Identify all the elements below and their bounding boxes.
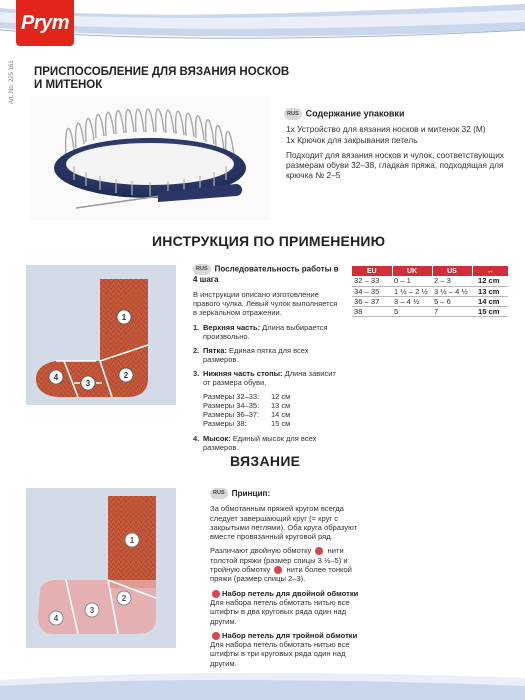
- table-row: [352, 286, 508, 296]
- contents-note: Подходит для вязания носков и чулок, соответствующих размерам обуви 32–38, гладкая пряжа, подходящая для крючка № 2–5: [286, 149, 505, 181]
- step-title: Верхняя часть:: [203, 323, 261, 332]
- prym-logo: Prym: [16, 0, 74, 46]
- knitting-heading: [210, 488, 360, 499]
- table-cell: 1 ½ – 2 ½: [392, 286, 432, 296]
- double-wrap-title: Набор петель для двойной обмотки: [222, 588, 359, 598]
- wrap-text: Различают двойную обмотку: [210, 546, 314, 556]
- diagram2-label-1: 1: [129, 536, 135, 545]
- table-row: [352, 306, 508, 316]
- table-cell: 0 – 1: [392, 276, 432, 286]
- step-title: Нижняя часть стопы:: [203, 369, 283, 378]
- size-label: Размеры 34–35:: [203, 401, 260, 410]
- size-value: 12 см: [271, 392, 291, 401]
- table-cell: 32 – 33: [352, 276, 392, 286]
- diagram-label-4: 4: [53, 373, 59, 382]
- triple-wrap-text: Для набора петель обмотать нитью все штифты в три круговых ряда один над другим.: [210, 640, 350, 668]
- table-cell: 3 – 4 ½: [392, 296, 432, 306]
- table-cell: 34 – 35: [352, 286, 392, 296]
- instructions-heading: [193, 264, 343, 284]
- size-value: 13 см: [271, 401, 291, 410]
- package-contents: [284, 108, 509, 186]
- instructions-text: [193, 264, 343, 457]
- diagram2-label-4: 4: [53, 614, 59, 623]
- wrap-types: [210, 546, 360, 583]
- step-item: [193, 434, 343, 452]
- size-row: [203, 392, 343, 401]
- double-wrap-icon: [212, 590, 220, 598]
- size-row: [203, 410, 343, 419]
- wrap-text: нити более тонкой пряжи (размер спицы 2–3).: [210, 565, 352, 584]
- table-cell: 5 – 6: [432, 296, 472, 306]
- step-text: Единая пятка для всех размеров.: [203, 346, 309, 364]
- table-cell: 3 ½ – 4 ½: [432, 286, 472, 296]
- contents-item: 1х Крючок для закрывания петель: [286, 134, 418, 145]
- knitting-text: [210, 488, 360, 673]
- triple-wrap-title: Набор петель для тройной обмотки: [222, 630, 358, 640]
- table-cell: 38: [352, 306, 392, 316]
- article-number: Art. No. 225 161: [9, 60, 15, 104]
- step-number: 1.: [193, 323, 200, 332]
- table-cell: 7: [432, 306, 472, 316]
- step-item: [193, 369, 343, 387]
- table-cell: 13 cm: [472, 286, 508, 296]
- step-number: 4.: [193, 434, 200, 443]
- step-text: Длина зависит от размера обуви.: [203, 369, 336, 387]
- foot-length-sizes: [203, 392, 343, 428]
- step-text: Единый мысок для всех размеров.: [203, 434, 317, 452]
- step-number: 3.: [193, 369, 200, 378]
- step-title: Пятка:: [203, 346, 227, 355]
- step-text: Длина выбирается произвольно.: [203, 323, 328, 341]
- contents-heading: [284, 108, 509, 120]
- step-title: Мысок:: [203, 434, 231, 443]
- table-cell: 12 cm: [472, 276, 508, 286]
- triple-wrap-icon: [274, 566, 282, 574]
- instructions-intro: В инструкции описано изготовление правого чулка. Левый чулок выполняется в зеркальном отражении.: [193, 290, 338, 317]
- double-wrap-icon: [315, 547, 323, 555]
- header-uk: UK: [392, 266, 432, 276]
- knitting-heading-text: Принцип:: [231, 488, 271, 498]
- language-tag: RUS: [210, 488, 228, 499]
- language-tag: RUS: [284, 108, 302, 120]
- double-wrap-section: [210, 589, 360, 626]
- contents-list: [284, 124, 509, 145]
- contents-item: 1х Устройство для вязания носков и митенок 32 (M): [286, 124, 486, 135]
- table-row: [352, 276, 508, 286]
- step-item: [193, 346, 343, 364]
- language-tag: RUS: [193, 264, 211, 275]
- product-photo: [30, 96, 270, 220]
- diagram2-label-3: 3: [89, 606, 95, 615]
- header-us: US: [432, 266, 472, 276]
- size-label: Размеры 38:: [203, 419, 247, 428]
- footer-wave-band: [0, 666, 525, 700]
- header-eu: EU: [352, 266, 392, 276]
- size-row: [203, 401, 343, 410]
- table-cell: 5: [392, 306, 432, 316]
- contents-heading-text: Содержание упаковки: [305, 108, 405, 119]
- size-value: 15 см: [271, 419, 291, 428]
- table-cell: 15 cm: [472, 306, 508, 316]
- triple-wrap-icon: [212, 632, 220, 640]
- size-conversion-table: [352, 266, 508, 317]
- header-wave-band: [0, 0, 525, 48]
- table-cell: 14 cm: [472, 296, 508, 306]
- knitting-principle: За обмотанным пряжей кругом всегда следует завершающий круг (= круг с закрытыми петлями). Оба круга образуют вместе провязанный круговой ряд.: [210, 504, 358, 542]
- size-label: Размеры 32–33:: [203, 392, 260, 401]
- wrap-text: нити толстой пряжи (размер спицы 3 ½–5) и тройную обмотку: [210, 546, 348, 575]
- sock-sections-diagram: [26, 265, 176, 405]
- triple-wrap-section: [210, 631, 360, 668]
- product-title: ПРИСПОСОБЛЕНИЕ ДЛЯ ВЯЗАНИЯ НОСКОВ И МИТЕНОК: [34, 66, 290, 91]
- length-arrow-icon: ↔: [472, 266, 508, 276]
- size-row: [203, 419, 343, 428]
- diagram-label-3: 3: [85, 379, 91, 388]
- table-header-row: [352, 266, 508, 276]
- diagram-label-1: 1: [121, 313, 127, 322]
- instructions-title: ИНСТРУКЦИЯ ПО ПРИМЕНЕНИЮ: [152, 233, 386, 249]
- instructions-heading-text: Последовательность работы в 4 шага: [193, 264, 339, 284]
- sock-knitting-diagram: [26, 488, 176, 648]
- table-row: [352, 296, 508, 306]
- table-cell: 36 – 37: [352, 296, 392, 306]
- size-label: Размеры 36–37:: [203, 410, 260, 419]
- diagram2-label-2: 2: [121, 594, 127, 603]
- step-number: 2.: [193, 346, 200, 355]
- knitting-title: ВЯЗАНИЕ: [230, 453, 301, 469]
- step-item: [193, 323, 343, 341]
- table-cell: 2 – 3: [432, 276, 472, 286]
- double-wrap-text: Для набора петель обмотать нитью все штифты в два круговых ряда один над другим.: [210, 597, 350, 626]
- diagram-label-2: 2: [123, 371, 129, 380]
- size-value: 14 см: [271, 410, 291, 419]
